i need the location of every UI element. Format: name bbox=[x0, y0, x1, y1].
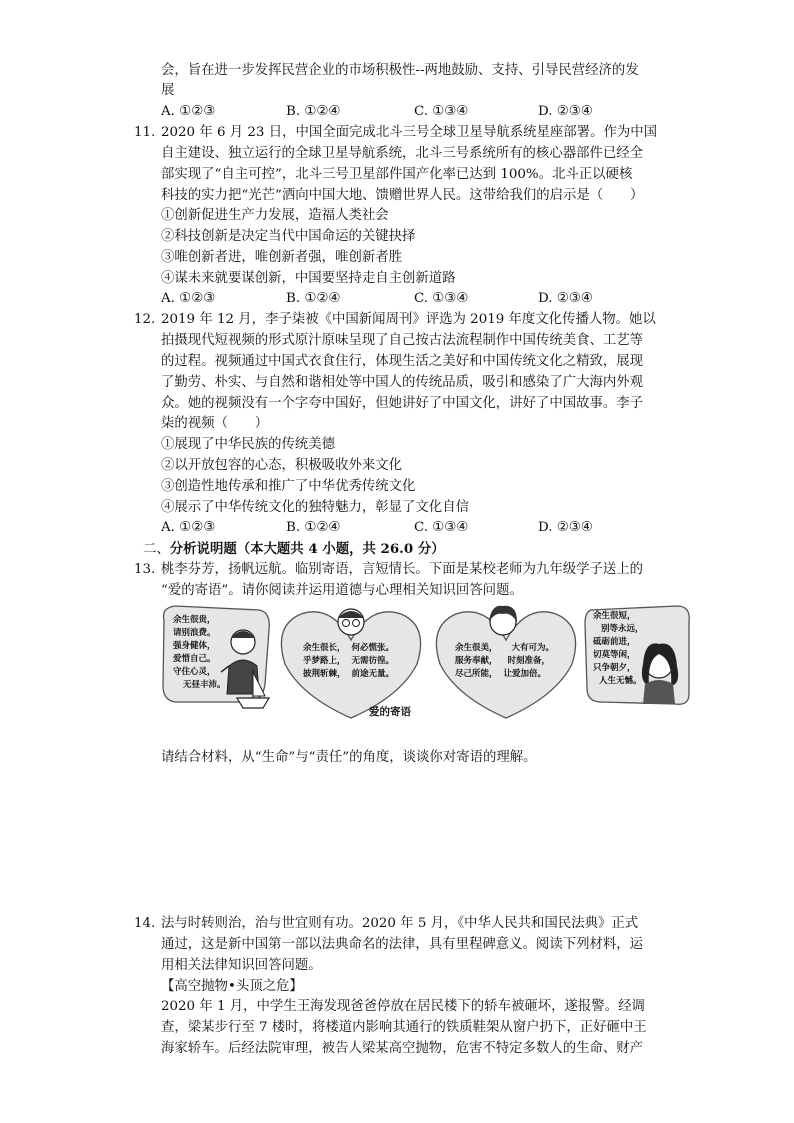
q10-text-line: 展 bbox=[161, 83, 175, 98]
card3-line: 大有可为。 bbox=[511, 643, 555, 653]
option-d: D. ②③④ bbox=[538, 520, 593, 535]
card3-line: 时刻准备， bbox=[507, 656, 551, 666]
q11-text-line: 2020 年 6 月 23 日，中国全面完成北斗三号全球卫星导航系统星座部署。作为中国 bbox=[161, 125, 658, 140]
q12-number: 12. bbox=[134, 312, 156, 327]
q13-number: 13. bbox=[134, 562, 156, 577]
option-b: B. ①②④ bbox=[286, 104, 341, 119]
option-c: C. ①③④ bbox=[414, 520, 469, 535]
card4-text bbox=[593, 610, 644, 688]
card2-line: 何必慌张。 bbox=[351, 643, 395, 653]
card1-line: 请别浪费。 bbox=[173, 628, 216, 638]
card1-text bbox=[173, 614, 226, 692]
q12-item: ④展示了中华传统文化的独特魅力，彰显了文化自信 bbox=[161, 500, 469, 515]
card1-line: 强身健体， bbox=[173, 641, 216, 651]
q12-text-line: 众。她的视频没有一个字夸中国好，但她讲好了中国文化，讲好了中国故事。李子 bbox=[161, 396, 644, 411]
card2-line: 乎梦路上， bbox=[303, 656, 346, 666]
q14-material-title: 【高空抛物•头顶之危】 bbox=[161, 979, 303, 994]
q14-material-line: 查，梁某步行至 7 楼时，将楼道内影响其通行的铁质鞋架从窗户扔下，正好砸中王 bbox=[161, 1020, 647, 1035]
card2-line: 无需彷徨。 bbox=[351, 656, 395, 666]
q14-text-line: 法与时转则治，治与世宜则有功。2020 年 5 月，《中华人民共和国民法典》正式 bbox=[161, 916, 639, 931]
q14-material-line: 2020 年 1 月，中学生王海发现爸爸停放在居民楼下的轿车被砸坏，遂报警。经调 bbox=[161, 999, 645, 1014]
q10-text-line: 会，旨在进一步发挥民营企业的市场积极性--两地鼓励、支持、引导民营经济的发 bbox=[161, 63, 639, 78]
q14-material-line: 海家轿车。后经法院审理，被告人梁某高空抛物，危害不特定多数人的生命、财产 bbox=[161, 1041, 644, 1056]
q12-options bbox=[161, 518, 641, 538]
q11-text-line: 科技的实力把“光芒”洒向中国大地、馈赠世界人民。这带给我们的启示是（ ） bbox=[161, 188, 644, 203]
q11-number: 11. bbox=[134, 125, 156, 140]
illustration-caption: 爱的寄语 bbox=[369, 706, 411, 718]
q11-options bbox=[161, 289, 641, 309]
card1-line: 余生很贵， bbox=[173, 615, 216, 625]
card3-line: 尽己所能， bbox=[455, 669, 498, 679]
q11-item: ④谋未来就要谋创新，中国要坚持走自主创新道路 bbox=[161, 271, 456, 286]
card2-line: 前途无量。 bbox=[351, 669, 395, 679]
option-d: D. ②③④ bbox=[538, 104, 593, 119]
card3-line: 余生很美， bbox=[455, 643, 498, 653]
card4-line: 别等永远， bbox=[601, 624, 644, 634]
option-c: C. ①③④ bbox=[414, 104, 469, 119]
love-message-illustration bbox=[161, 600, 693, 722]
q12-item: ①展现了中华民族的传统美德 bbox=[161, 437, 336, 452]
card4-line: 人生无憾。 bbox=[599, 676, 642, 686]
q13-prompt: 请结合材料，从“生命”与“责任”的角度，谈谈你对寄语的理解。 bbox=[161, 750, 537, 765]
q12-item: ③创造性地传承和推广了中华优秀传统文化 bbox=[161, 479, 416, 494]
q10-options bbox=[161, 102, 641, 122]
q12-text-line: 2019 年 12 月，李子柒被《中国新闻周刊》评选为 2019 年度文化传播人物。她以 bbox=[161, 312, 656, 327]
q11-item: ③唯创新者进，唯创新者强，唯创新者胜 bbox=[161, 250, 403, 265]
card1-line: 无昼丰沛。 bbox=[183, 680, 226, 690]
card1-line: 爱惜自己。 bbox=[173, 654, 216, 664]
q14-text-line: 通过，这是新中国第一部以法典命名的法律，具有里程碑意义。阅读下列材料，运 bbox=[161, 937, 644, 952]
card4-line: 切莫等闲， bbox=[593, 650, 636, 660]
q12-text-line: 拍摄现代短视频的形式原汁原味呈现了自己按古法流程制作中国传统美食、工艺等 bbox=[161, 333, 644, 348]
section-heading bbox=[143, 539, 445, 560]
card2-line: 披荆斩棘， bbox=[303, 669, 346, 679]
q11-item: ①创新促进生产力发展，造福人类社会 bbox=[161, 208, 389, 223]
q11-text-line: 部实现了“自主可控”，北斗三号卫星部件国产化率已达到 100%。北斗正以硬核 bbox=[161, 167, 633, 182]
card1-line: 守住心灵， bbox=[173, 667, 216, 677]
q12-text-line: 了勤劳、朴实、与自然和谐相处等中国人的传统品质，吸引和感染了广大海内外观 bbox=[161, 375, 644, 390]
q12-text-line: 的过程。视频通过中国式衣食住行，体现生活之美好和中国传统文化之精致，展现 bbox=[161, 354, 644, 369]
q12-item: ②以开放包容的心态，积极吸收外来文化 bbox=[161, 458, 403, 473]
q14-text-line: 用相关法律知识回答问题。 bbox=[161, 958, 322, 973]
card3-line: 服务奉献， bbox=[455, 656, 498, 666]
option-a: A. ①②③ bbox=[161, 104, 216, 119]
option-b: B. ①②④ bbox=[286, 520, 341, 535]
option-a: A. ①②③ bbox=[161, 520, 216, 535]
q12-text-line: 柒的视频（ ） bbox=[161, 416, 269, 431]
section-prefix: 二、 bbox=[143, 542, 170, 557]
option-d: D. ②③④ bbox=[538, 291, 593, 306]
q11-item: ②科技创新是决定当代中国命运的关键抉择 bbox=[161, 229, 416, 244]
q14-number: 14. bbox=[134, 916, 156, 931]
card2-line: 余生很长， bbox=[303, 643, 346, 653]
option-b: B. ①②④ bbox=[286, 291, 341, 306]
option-a: A. ①②③ bbox=[161, 291, 216, 306]
card3-line: 让爱加倍。 bbox=[503, 669, 547, 679]
q13-text-line: 桃李芬芳，扬帆远航。临别寄语，言短情长。下面是某校老师为九年级学子送上的 bbox=[161, 562, 644, 577]
q11-text-line: 自主建设、独立运行的全球卫星导航系统，北斗三号系统所有的核心器部件已经全 bbox=[161, 146, 644, 161]
card4-line: 余生很短， bbox=[593, 611, 636, 621]
q13-text-line: “爱的寄语”。请你阅读并运用道德与心理相关知识回答问题。 bbox=[161, 583, 523, 598]
card3-text bbox=[455, 642, 554, 681]
card4-line: 砥砺前进， bbox=[593, 637, 636, 647]
option-c: C. ①③④ bbox=[414, 291, 469, 306]
section-title: 分析说明题（本大题共 4 小题，共 26.0 分） bbox=[169, 541, 445, 557]
card2-text bbox=[303, 642, 394, 681]
card4-line: 只争朝夕， bbox=[593, 663, 636, 673]
